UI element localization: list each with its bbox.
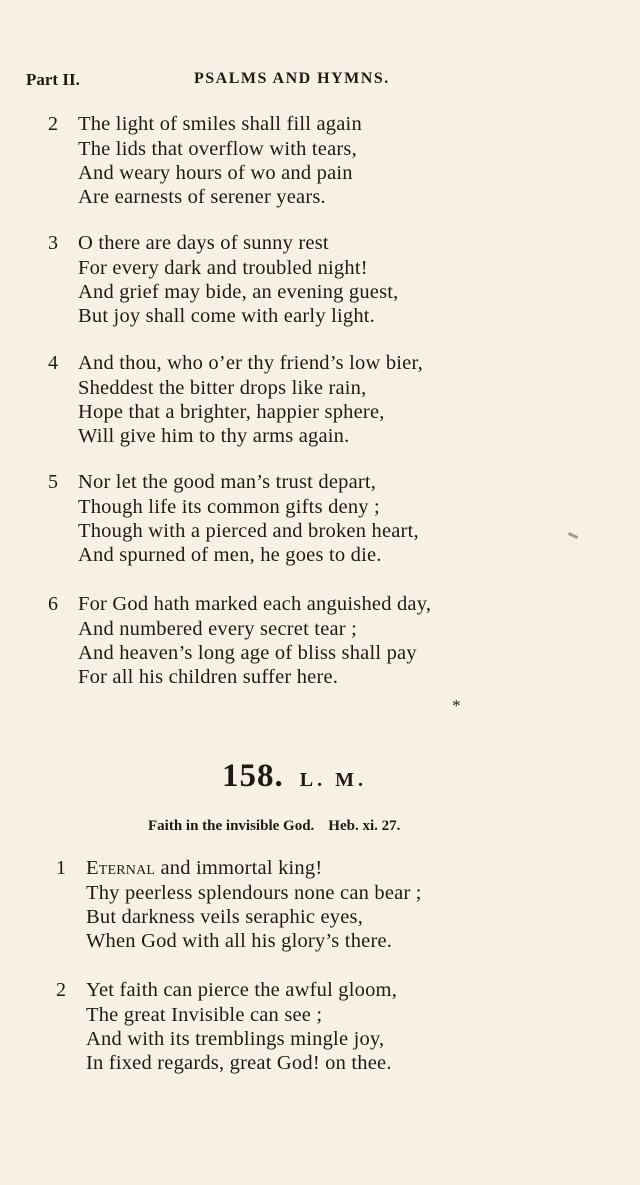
verse-line: And weary hours of wo and pain <box>78 162 353 184</box>
running-head <box>26 70 406 96</box>
scripture-reference: Heb. xi. 27. <box>328 818 401 834</box>
verse-line: The lids that overflow with tears, <box>78 138 357 160</box>
verse-line: Sheddest the bitter drops like rain, <box>78 377 367 399</box>
stanza-number: 1 <box>56 857 66 879</box>
verse-line: O there are days of sunny rest <box>78 232 329 254</box>
verse-line: When God with all his glory’s there. <box>86 930 393 952</box>
book-title: PSALMS AND HYMNS. <box>194 70 390 87</box>
hymn-subject-line <box>148 818 400 835</box>
part-label: Part II. <box>26 70 80 89</box>
stanza-number: 5 <box>48 471 58 493</box>
margin-mark <box>568 532 578 539</box>
verse-line: And numbered every secret tear ; <box>78 618 358 640</box>
verse-line: And heaven’s long age of bliss shall pay <box>78 642 417 664</box>
verse-line: For God hath marked each anguished day, <box>78 593 432 615</box>
verse-line-rest: and immortal king! <box>155 857 323 879</box>
verse-line: And thou, who o’er thy friend’s low bier, <box>78 352 423 374</box>
verse-line: The great Invisible can see ; <box>86 1004 323 1026</box>
hymn-meter: L. M. <box>299 769 367 791</box>
verse-line: And with its tremblings mingle joy, <box>86 1028 385 1050</box>
hymn-heading <box>222 758 367 795</box>
stanza-number: 2 <box>48 113 58 135</box>
hymn-subject: Faith in the invisible God. <box>148 818 315 834</box>
stanza-number: 3 <box>48 232 58 254</box>
stanza-number: 4 <box>48 352 58 374</box>
verse-line: Yet faith can pierce the awful gloom, <box>86 979 398 1001</box>
verse-line: And grief may bide, an evening guest, <box>78 281 399 303</box>
verse-line: The light of smiles shall fill again <box>78 113 362 135</box>
verse-line: In fixed regards, great God! on thee. <box>86 1052 392 1074</box>
verse-line: Though with a pierced and broken heart, <box>78 520 419 542</box>
first-word: Eternal <box>86 857 156 879</box>
verse-line: But darkness veils seraphic eyes, <box>86 906 364 928</box>
verse-line: For all his children suffer here. <box>78 666 339 688</box>
verse-line: Though life its common gifts deny ; <box>78 496 380 518</box>
verse-line: Will give him to thy arms again. <box>78 425 350 447</box>
stanza-number: 2 <box>56 979 66 1001</box>
section-end-mark: * <box>452 696 461 715</box>
verse-line: And spurned of men, he goes to die. <box>78 544 382 566</box>
verse-line: Nor let the good man’s trust depart, <box>78 471 377 493</box>
verse-line <box>86 857 322 880</box>
verse-line: For every dark and troubled night! <box>78 257 368 279</box>
verse-line: But joy shall come with early light. <box>78 305 376 327</box>
verse-line: Hope that a brighter, happier sphere, <box>78 401 385 423</box>
verse-line: Thy peerless splendours none can bear ; <box>86 882 422 904</box>
verse-line: Are earnests of serener years. <box>78 186 326 208</box>
stanza-number: 6 <box>48 593 58 615</box>
hymn-number: 158. <box>222 758 284 794</box>
